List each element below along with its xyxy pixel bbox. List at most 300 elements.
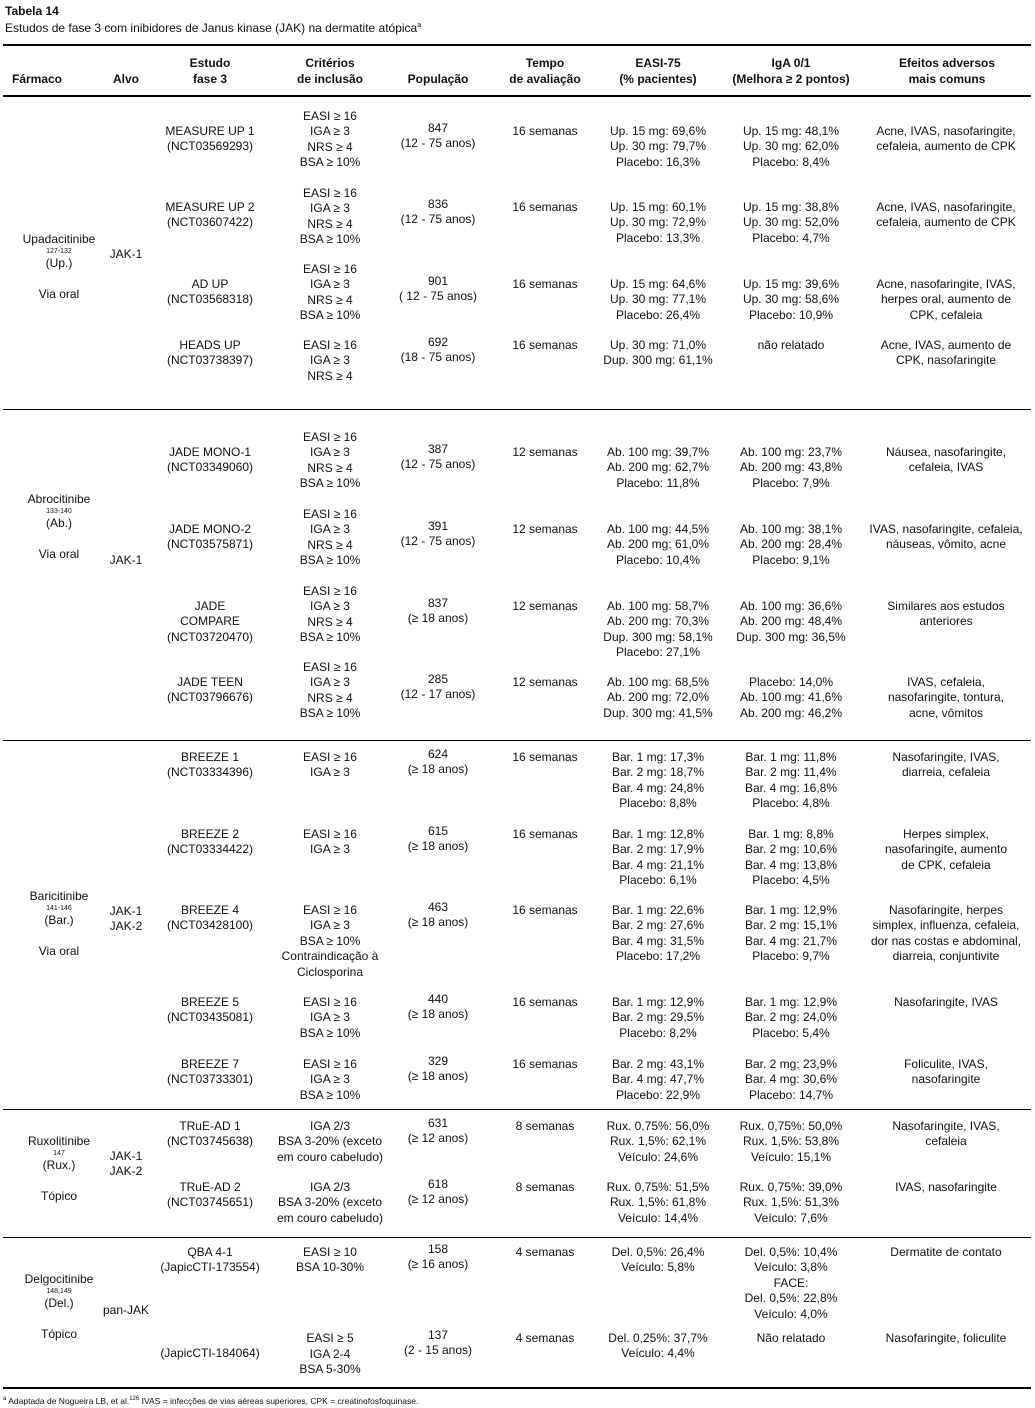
cell-line: Placebo: 7,9% <box>752 475 830 490</box>
cell-study <box>150 599 270 645</box>
cell-line: Bar. 2 mg: 15,1% <box>744 918 838 933</box>
target-cell <box>100 1149 152 1180</box>
cell-line: Dup. 300 mg: 61,1% <box>603 353 713 368</box>
cell-line: IGA ≥ 3 <box>310 201 350 216</box>
cell-line: (NCT03349060) <box>166 460 254 475</box>
cell-line: Ab. 100 mg: 41,6% <box>739 690 843 705</box>
cell-line: Bar. 4 mg: 24,8% <box>611 780 705 795</box>
cell-line: BSA ≥ 10% <box>299 933 361 948</box>
cell-line: Up. 30 mg: 62,0% <box>742 139 840 154</box>
cell-line: Veículo: 4,0% <box>754 1306 828 1321</box>
cell-line: 16 semanas <box>512 338 578 352</box>
drug-spacer <box>4 272 114 287</box>
header-estudo <box>150 56 270 87</box>
header-iga-line2: (Melhora ≥ 2 pontos) <box>732 71 850 86</box>
cell-criteria <box>263 1245 397 1276</box>
cell-line: Up. 15 mg: 60,1% <box>609 200 707 214</box>
cell-line: Bar. 4 mg: 13,8% <box>744 857 838 872</box>
cell-study <box>150 675 270 706</box>
cell-line: 137 <box>427 1328 449 1342</box>
cell-line: Ab. 100 mg: 36,6% <box>739 599 843 613</box>
cell-criteria <box>263 1316 397 1378</box>
bottom-rule <box>3 1387 1031 1389</box>
cell-ae <box>860 1245 1032 1260</box>
cell-time <box>497 750 593 765</box>
cell-line: HEADS UP <box>179 338 241 352</box>
cell-line: AD UP <box>191 277 229 291</box>
target-cell <box>100 247 152 262</box>
cell-line: CPK, cefaleia <box>909 307 983 322</box>
cell-line: IGA ≥ 3 <box>310 675 350 690</box>
cell-iga <box>722 445 860 491</box>
cell-time <box>497 277 593 292</box>
cell-criteria <box>263 750 397 781</box>
drug-name: Upadacitinibe <box>22 232 96 246</box>
cell-line: IGA 2/3 <box>309 1119 351 1133</box>
cell-line: Bar. 1 mg: 12,8% <box>611 827 705 841</box>
cell-line: 16 semanas <box>512 827 578 841</box>
cell-line: Ciclosporina <box>296 964 364 979</box>
cell-easi <box>596 675 720 721</box>
cell-study <box>150 277 270 308</box>
cell-time <box>497 1180 593 1195</box>
cell-line: Dup. 300 mg: 41,5% <box>603 705 713 720</box>
cell-line: nasofaringite, tontura, <box>887 690 1005 705</box>
cell-iga <box>722 1119 860 1165</box>
cell-line: EASI ≥ 16 <box>303 186 357 200</box>
header-estudo-line1: Estudo <box>189 56 231 70</box>
cell-ae <box>860 277 1032 323</box>
cell-study <box>150 445 270 476</box>
cell-line: Ab. 100 mg: 68,5% <box>606 675 710 689</box>
cell-line: Bar. 1 mg: 11,8% <box>745 750 837 764</box>
cell-line: dor nas costas e abdominal, <box>870 933 1022 948</box>
cell-study <box>150 1057 270 1088</box>
cell-line: FACE: <box>773 1275 809 1290</box>
cell-line: Bar. 1 mg: 12,9% <box>611 995 705 1009</box>
cell-easi <box>596 124 720 170</box>
cell-line: IGA ≥ 3 <box>310 765 350 780</box>
cell-time <box>497 1331 593 1346</box>
cell-population <box>388 335 488 366</box>
cell-line: (≥ 12 anos) <box>407 1131 469 1146</box>
cell-line: JADE MONO-1 <box>168 445 251 459</box>
cell-line: Ab. 100 mg: 58,7% <box>606 599 710 613</box>
cell-line: Ab. 100 mg: 39,7% <box>606 445 710 459</box>
cell-line: BSA ≥ 10% <box>299 630 361 645</box>
group-rule-3 <box>3 1109 1031 1110</box>
cell-line: 615 <box>427 824 449 838</box>
cell-line: EASI ≥ 16 <box>303 995 357 1009</box>
cell-line: Dermatite de contato <box>890 1245 1002 1259</box>
group-rule-2 <box>3 740 1031 741</box>
cell-line: 440 <box>427 992 449 1006</box>
cell-criteria <box>263 584 397 646</box>
header-easi-line1: EASI-75 <box>635 56 681 70</box>
header-easi-line2: (% pacientes) <box>619 71 697 86</box>
cell-line: (NCT03569293) <box>166 139 254 154</box>
cell-line: BSA 3-20% (exceto <box>277 1134 383 1149</box>
cell-study <box>150 750 270 781</box>
cell-time <box>497 995 593 1010</box>
cell-line: 8 semanas <box>515 1119 575 1133</box>
cell-population <box>388 900 488 931</box>
cell-line: (NCT03568318) <box>166 292 254 307</box>
cell-study <box>150 200 270 231</box>
cell-line: (≥ 18 anos) <box>407 1007 469 1022</box>
cell-line: (≥ 18 anos) <box>407 839 469 854</box>
cell-line: IGA ≥ 3 <box>310 842 350 857</box>
cell-line: (18 - 75 anos) <box>400 350 476 365</box>
cell-line: (≥ 18 anos) <box>407 762 469 777</box>
cell-ae <box>860 675 1032 721</box>
cell-line: Nasofaringite, herpes <box>888 903 1004 917</box>
cell-line: Bar. 2 mg: 23,9% <box>744 1057 838 1071</box>
drug-abbr: (Ab.) <box>45 516 72 531</box>
table-subtitle <box>5 19 421 35</box>
cell-line: NRS ≥ 4 <box>307 139 353 154</box>
cell-line: Bar. 1 mg: 12,9% <box>744 995 838 1009</box>
cell-line: herpes oral, aumento de <box>880 292 1012 307</box>
cell-line: 16 semanas <box>512 200 578 214</box>
cell-line: (NCT03745638) <box>166 1134 254 1149</box>
cell-ae <box>860 522 1032 553</box>
cell-line: Rux. 1,5%: 61,8% <box>609 1195 707 1210</box>
cell-iga <box>722 124 860 170</box>
cell-line: IGA ≥ 3 <box>310 1072 350 1087</box>
cell-population <box>388 596 488 627</box>
cell-iga <box>722 750 860 812</box>
cell-line: Foliculite, IVAS, <box>904 1057 988 1071</box>
cell-line: Ab. 100 mg: 44,5% <box>606 522 710 536</box>
cell-line: Acne, nasofaringite, IVAS, <box>876 277 1016 291</box>
cell-line: Bar. 4 mg: 21,7% <box>744 933 838 948</box>
cell-line: Up. 30 mg: 71,0% <box>609 338 707 352</box>
cell-line: cefaleia <box>925 1134 967 1149</box>
cell-line: Ab. 200 mg: 43,8% <box>739 460 843 475</box>
cell-line: cefaleia, aumento de CPK <box>876 139 1016 154</box>
cell-line: EASI ≥ 16 <box>303 584 357 598</box>
header-tempo <box>497 56 593 87</box>
target-cell <box>100 553 152 568</box>
cell-line: COMPARE <box>180 614 240 629</box>
cell-line: MEASURE UP 1 <box>165 124 255 138</box>
cell-line: BSA ≥ 10% <box>299 553 361 568</box>
cell-time <box>497 445 593 460</box>
cell-line: IGA ≥ 3 <box>310 353 350 368</box>
cell-study <box>150 338 270 369</box>
cell-line: em couro cabeludo) <box>276 1210 384 1225</box>
cell-line: Placebo: 10,9% <box>748 307 834 322</box>
cell-line: (≥ 12 anos) <box>407 1192 469 1207</box>
cell-ae <box>860 599 1032 630</box>
cell-line: BSA 10-30% <box>295 1260 365 1275</box>
cell-population <box>388 1242 488 1273</box>
cell-line: nasofaringite, aumento <box>884 842 1008 857</box>
cell-easi <box>596 903 720 965</box>
cell-iga <box>722 827 860 889</box>
cell-line <box>150 1331 270 1346</box>
cell-line: 16 semanas <box>512 124 578 138</box>
cell-line: BSA 3-20% (exceto <box>277 1195 383 1210</box>
cell-line: Rux. 0,75%: 39,0% <box>739 1180 843 1194</box>
cell-line: (12 - 75 anos) <box>400 457 476 472</box>
cell-line: Bar. 2 mg: 10,6% <box>744 842 838 857</box>
cell-iga <box>722 1331 860 1346</box>
subtitle-footnote-marker: a <box>417 22 422 29</box>
cell-line: anteriores <box>919 614 973 629</box>
cell-easi <box>596 1331 720 1362</box>
cell-line: NRS ≥ 4 <box>307 690 353 705</box>
cell-line: 391 <box>427 519 449 533</box>
cell-line: Ab. 200 mg: 70,3% <box>606 614 710 629</box>
cell-easi <box>596 338 720 369</box>
cell-line: 4 semanas <box>515 1245 575 1259</box>
cell-line: EASI ≥ 10 <box>303 1245 357 1259</box>
target-label: JAK-1 <box>109 1149 143 1163</box>
cell-line: (JapicCTI-184064) <box>160 1346 260 1361</box>
cell-line: Bar. 2 mg: 24,0% <box>744 1010 838 1025</box>
cell-line: Bar. 1 mg: 17,3% <box>611 750 705 764</box>
cell-line: IVAS, cefaleia, <box>907 675 985 689</box>
cell-line: CPK, nasofaringite <box>895 353 997 368</box>
cell-line: EASI ≥ 16 <box>303 1057 357 1071</box>
cell-line: Del. 0,5%: 22,8% <box>744 1291 838 1306</box>
cell-line: Del. 0,5%: 10,4% <box>744 1245 838 1259</box>
cell-line: BSA ≥ 10% <box>299 308 361 323</box>
cell-line: (NCT03575871) <box>166 537 254 552</box>
cell-time <box>497 827 593 842</box>
header-criterios <box>270 56 390 87</box>
cell-line: 16 semanas <box>512 903 578 917</box>
cell-line: 12 semanas <box>512 599 578 613</box>
header-iga-line1: IgA 0/1 <box>771 56 811 70</box>
cell-criteria <box>263 338 397 384</box>
cell-line: Placebo: 22,9% <box>615 1087 701 1102</box>
footnote-marker: a <box>3 1396 7 1402</box>
cell-easi <box>596 1119 720 1165</box>
cell-line: (≥ 16 anos) <box>407 1257 469 1272</box>
cell-line: NRS ≥ 4 <box>307 614 353 629</box>
header-iga <box>725 56 857 87</box>
drug-name: Ruxolitinibe <box>27 1134 91 1148</box>
header-farmaco: Fármaco <box>11 72 63 86</box>
cell-line: Náusea, nasofaringite, <box>885 445 1007 459</box>
cell-line: BSA ≥ 10% <box>299 706 361 721</box>
footnote-source: Adaptada de Nogueira LB, et al. <box>6 1395 130 1406</box>
drug-cell <box>4 232 114 302</box>
cell-line: IGA 2/3 <box>309 1180 351 1194</box>
cell-line: Bar. 2 mg: 29,5% <box>611 1010 705 1025</box>
cell-ae <box>860 903 1032 965</box>
cell-time <box>497 903 593 918</box>
cell-population <box>388 992 488 1023</box>
drug-refs: 141-146 <box>46 905 72 913</box>
cell-line: Placebo: 4,5% <box>752 873 830 888</box>
cell-line: Placebo: 4,7% <box>752 230 830 245</box>
cell-line: IGA ≥ 3 <box>310 522 350 537</box>
header-tempo-line2: de avaliação <box>509 71 581 86</box>
cell-line: EASI ≥ 16 <box>303 827 357 841</box>
target-label: JAK-1 <box>109 904 143 918</box>
cell-ae <box>860 827 1032 873</box>
group-rule-1 <box>3 409 1031 410</box>
cell-time <box>497 1057 593 1072</box>
header-criterios-line1: Critérios <box>305 56 355 70</box>
cell-iga <box>722 1180 860 1226</box>
cell-line: Ab. 200 mg: 61,0% <box>606 537 710 552</box>
cell-line: Bar. 4 mg: 31,5% <box>611 933 705 948</box>
cell-line: Placebo: 16,3% <box>615 154 701 169</box>
cell-iga <box>722 338 860 353</box>
cell-time <box>497 1119 593 1134</box>
cell-line: 901 <box>427 274 449 288</box>
cell-line: BSA ≥ 10% <box>299 476 361 491</box>
cell-line: EASI ≥ 16 <box>303 109 357 123</box>
cell-criteria <box>263 1057 397 1103</box>
cell-criteria <box>263 507 397 569</box>
cell-line: Placebo: 8,2% <box>619 1025 697 1040</box>
drug-cell <box>4 492 114 562</box>
cell-line: Placebo: 26,4% <box>615 307 701 322</box>
drug-refs: 148,149 <box>46 1288 72 1296</box>
cell-iga <box>722 995 860 1041</box>
cell-line: IGA ≥ 3 <box>310 599 350 614</box>
cell-line: não relatado <box>757 338 825 352</box>
cell-population <box>388 1054 488 1085</box>
cell-line: Placebo: 13,3% <box>615 230 701 245</box>
drug-refs: 127-132 <box>46 248 72 256</box>
cell-line: Nasofaringite, IVAS <box>894 995 998 1009</box>
cell-easi <box>596 445 720 491</box>
cell-line: 158 <box>427 1242 449 1256</box>
cell-iga <box>722 599 860 645</box>
header-alvo: Alvo <box>112 72 139 86</box>
cell-line: Placebo: 8,4% <box>752 154 830 169</box>
cell-line: 16 semanas <box>512 750 578 764</box>
drug-spacer <box>4 1174 114 1189</box>
cell-line: BREEZE 1 <box>180 750 240 764</box>
cell-line: (NCT03435081) <box>166 1010 254 1025</box>
cell-iga <box>722 675 860 721</box>
cell-line: IVAS, nasofaringite <box>895 1180 997 1194</box>
cell-time <box>497 124 593 139</box>
cell-ae <box>860 995 1032 1010</box>
cell-line: em couro cabeludo) <box>276 1149 384 1164</box>
target-label: JAK-2 <box>109 1164 143 1179</box>
cell-line: EASI ≥ 5 <box>306 1331 354 1346</box>
cell-line: Ab. 200 mg: 48,4% <box>739 614 843 629</box>
drug-route: Via oral <box>38 546 80 561</box>
table-title: Tabela 14 <box>5 4 59 18</box>
cell-line: Placebo: 8,8% <box>619 796 697 811</box>
cell-line: 12 semanas <box>512 445 578 459</box>
cell-line: EASI ≥ 16 <box>303 660 357 674</box>
drug-route: Tópico <box>40 1188 78 1203</box>
cell-line: 692 <box>427 335 449 349</box>
cell-line: EASI ≥ 16 <box>303 338 357 352</box>
cell-criteria <box>263 1180 397 1226</box>
cell-line: Up. 30 mg: 58,6% <box>742 292 840 307</box>
cell-line: NRS ≥ 4 <box>307 368 353 383</box>
cell-population <box>388 121 488 152</box>
cell-ae <box>860 1331 1032 1346</box>
cell-population <box>388 824 488 855</box>
cell-study <box>150 827 270 858</box>
cell-line: Up. 15 mg: 48,1% <box>742 124 840 138</box>
group-rule-4 <box>3 1237 1031 1238</box>
cell-population <box>388 1177 488 1208</box>
cell-line: Bar. 1 mg: 12,9% <box>744 903 838 917</box>
cell-line: EASI ≥ 16 <box>303 903 357 917</box>
cell-population <box>388 1116 488 1147</box>
cell-line: 329 <box>427 1054 449 1068</box>
cell-ae <box>860 1119 1032 1150</box>
cell-line: Placebo: 14,7% <box>748 1087 834 1102</box>
header-efeitos-line1: Efeitos adversos <box>898 56 996 70</box>
cell-line: ( 12 - 75 anos) <box>398 289 478 304</box>
cell-population <box>388 519 488 550</box>
cell-line: 12 semanas <box>512 522 578 536</box>
cell-line: Placebo: 17,2% <box>615 949 701 964</box>
cell-line: 837 <box>427 596 449 610</box>
target-label: JAK-2 <box>109 919 143 934</box>
cell-line: Veículo: 14,4% <box>617 1210 699 1225</box>
cell-criteria <box>263 430 397 492</box>
drug-name: Abrocitinibe <box>27 492 91 506</box>
cell-line: Up. 30 mg: 77,1% <box>609 292 707 307</box>
cell-line: Placebo: 14,0% <box>748 675 834 689</box>
cell-line: Up. 15 mg: 39,6% <box>742 277 840 291</box>
cell-line: (NCT03733301) <box>166 1072 254 1087</box>
cell-study <box>150 903 270 934</box>
cell-line: Up. 30 mg: 79,7% <box>609 139 707 154</box>
drug-spacer <box>4 532 114 547</box>
cell-time <box>497 599 593 614</box>
header-estudo-line2: fase 3 <box>192 71 228 86</box>
cell-time <box>497 338 593 353</box>
target-cell <box>100 1303 152 1318</box>
drug-cell <box>4 1134 114 1204</box>
cell-line: MEASURE UP 2 <box>165 200 255 214</box>
cell-easi <box>596 277 720 323</box>
cell-line: Bar. 1 mg: 22,6% <box>611 903 705 917</box>
cell-study <box>150 1119 270 1150</box>
cell-line: Placebo: 27,1% <box>615 645 701 660</box>
header-criterios-line2: de inclusão <box>296 71 364 86</box>
cell-line: Placebo: 5,4% <box>752 1025 830 1040</box>
cell-easi <box>596 200 720 246</box>
cell-easi <box>596 1057 720 1103</box>
cell-line: Nasofaringite, foliculite <box>885 1331 1007 1345</box>
cell-line: NRS ≥ 4 <box>307 292 353 307</box>
subtitle-text: Estudos de fase 3 com inibidores de Janus kinase (JAK) na dermatite atópica <box>5 21 418 35</box>
header-efeitos <box>862 56 1032 87</box>
drug-cell <box>4 1272 114 1342</box>
cell-easi <box>596 995 720 1041</box>
cell-line: 16 semanas <box>512 277 578 291</box>
cell-line: (≥ 18 anos) <box>407 915 469 930</box>
cell-line: Veículo: 15,1% <box>750 1149 832 1164</box>
cell-line: (12 - 17 anos) <box>400 687 476 702</box>
cell-population <box>388 274 488 305</box>
cell-line: 4 semanas <box>515 1331 575 1345</box>
cell-line: BSA ≥ 10% <box>299 1087 361 1102</box>
cell-line: Del. 0,5%: 26,4% <box>611 1245 705 1259</box>
cell-line: Bar. 2 mg: 18,7% <box>611 765 705 780</box>
cell-line: Placebo: 9,7% <box>752 949 830 964</box>
cell-line: NRS ≥ 4 <box>307 460 353 475</box>
